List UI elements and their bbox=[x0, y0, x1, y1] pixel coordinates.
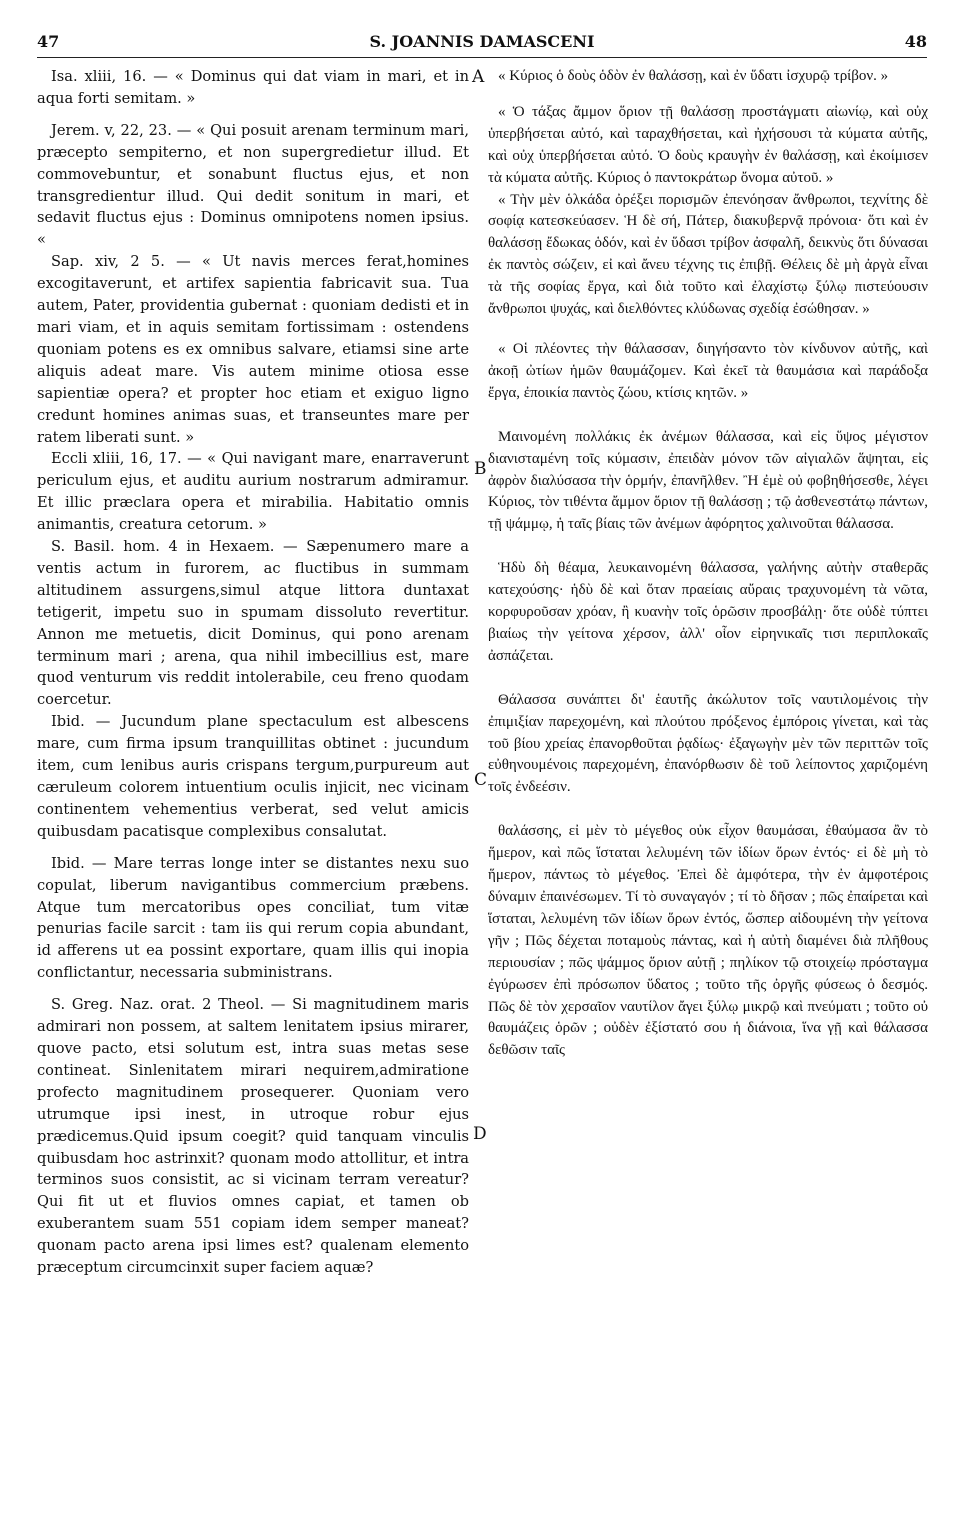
running-title: S. JOANNIS DAMASCENI bbox=[369, 32, 595, 51]
latin-paragraph-wisdom: Sap. xiv, 2 5. — « Ut navis merces ferat,homines excogitaverunt, et artifex sapientia fabricavit sua. Tua autem, Pater, providentia gubernat : quoniam dedisti et in mari viam, et in aquis semitam fortissimam : ostendens quoniam potens es ex omnibus salvare, etiamsi sine arte aliquis adeat mare. Vis autem minime otiosa esse sapientiæ opera? et propter hoc etiam et exiguo ligno credunt homines animas suas, et transeuntes mare per ratem liberati sunt. » bbox=[37, 253, 469, 446]
latin-column bbox=[37, 66, 469, 1279]
page-header bbox=[37, 32, 927, 54]
latin-paragraph-ecclesiasticus: Eccli xliii, 16, 17. — « Qui navigant mare, enarraverunt periculum ejus, et auditu aurium nostrarum admiramur. Et illic præclara opera et mirabilia. Habitatio omnis animantis, creatura cetorum. » bbox=[37, 450, 469, 534]
header-rule bbox=[37, 57, 927, 58]
greek-paragraph-basil-1: Μαινομένη πολλάκις ἐκ ἀνέμων θάλασσα, καὶ εἰς ὕψος μέγιστον διανισταμένη τοῖς κύμασιν, ἐπειδὰν μόνον τῶν αἰγιαλῶν ἅψηται, εἰς ἀφρὸν διαλύσασα τὴν ὁρμήν, ἐπανῆλθεν. Ἢ ἐμὲ οὐ φοβηθήσεσθε, λέγει Κύριος, τὸν τιθέντα ἄμμον ὅριον τῇ θαλάσσῃ ; τῷ ἀσθενεστάτῳ πάντων, τῇ ψάμμῳ, ἡ ταῖς βίαις τῶν ἀνέμων ἀφόρητος χαλινοῦται θάλασσα. bbox=[488, 428, 928, 533]
section-marker-d: D bbox=[473, 1124, 487, 1144]
greek-paragraph-gregory: θαλάσσης, εἰ μὲν τὸ μέγεθος οὐκ εἶχον θαυμάσαι, ἐθαύμασα ἂν τὸ ἥμερον, καὶ πῶς ἵσταται λελυμένη τῶν ἰδίων ὅρων ἐντός· εἰ δὲ μὴ τὸ ἥμερον, πάντως τὸ μέγεθος. Ἐπεὶ δὲ ἀμφότερα, τὴν ἐν ἀμφοτέροις δύναμιν ἐπαινέσωμεν. Τί τὸ συναγαγόν ; τί τὸ δῆσαν ; πῶς ἐπαίρεται καὶ ἵσταται, λελυμένη τῶν ἰδίων ὅρων ἐντός, ὥσπερ αἰδουμένη τὴν γείτονα γῆν ; Πῶς δέχεται ποταμοὺς πάντας, καὶ ἡ αὐτὴ διαμένει διὰ πλῆθους περιουσίαν ; πῶς ψάμμος ὅριον αὐτῇ ; πηλίκον τῷ στοιχείῳ πρόσταγμα ἐγύρωσεν ἐπὶ πρόσωπον ὕδατος ; τοῦτο τῆς ὀργῆς φύσεως ὁ δεσμός. Πῶς δὲ τὸν χερσαῖον ναυτίλον ἄγει ξύλῳ μικρῷ καὶ πνεύματι ; τοῦτο οὐ θαυμάζεις ὁρῶν ; οὐδὲν ἐξίστατό σου ἡ διάνοια, ἵνα γῇ καὶ θάλασσα δεθῶσιν ταῖς bbox=[488, 823, 928, 1059]
page-number-right: 48 bbox=[904, 32, 927, 51]
greek-paragraph-isaiah: « Κύριος ὁ δοὺς ὁδὸν ἐν θαλάσσῃ, καὶ ἐν ὕδατι ἰσχυρῷ τρίβον. » bbox=[498, 68, 889, 84]
latin-paragraph-basil-1: S. Basil. hom. 4 in Hexaem. — Sæpenumero mare a ventis actum in furorem, ac fluctibus in summam altitudinem assurgens,simul atque littora duntaxat tetigerit, impetu suo in spumam dissoluto revertitur. Annon me metuetis, dicit Dominus, qui pono arenam terminum mari ; arena, qua nihil imbecillius est, mare quod venturum vis reddit intolerabile, ceu freno quodam coercetur. bbox=[37, 538, 469, 709]
latin-paragraph-basil-3: Ibid. — Mare terras longe inter se distantes nexu suo copulat, liberum navigantibus commercium præbens. Atque tum mercatoribus opes conciliat, tum vitæ penurias facile sarcit : tam iis qui rerum copia abundant, id afferens ut ea possint exportare, quam illis qui inopia conflictantur, necessaria subministrans. bbox=[37, 854, 469, 982]
latin-paragraph-basil-2: Ibid. — Jucundum plane spectaculum est albescens mare, cum firma ipsum tranquillitas obtinet : jucundum item, cum lenibus auris crispans tergum,purpureum aut cæruleum colorem intuentium oculis injicit, nec vicinam continentem vehementius verberat, sed velut amicis quibusdam pacatisque complexibus consalutat. bbox=[37, 713, 469, 840]
section-marker-a: A bbox=[472, 67, 485, 87]
section-marker-b: B bbox=[474, 459, 487, 479]
greek-paragraph-jeremiah: « Ὁ τάξας ἄμμον ὅριον τῇ θαλάσσῃ προστάγματι αἰωνίῳ, καὶ οὐχ ὑπερβήσεται αὐτό, καὶ ταραχθήσεται, καὶ ἠχήσουσι τὰ κύματα αὐτῆς, καὶ οὐχ ὑπερβήσεται αὐτό. Ὁ δοὺς κραυγὴν ἐν θαλάσσῃ, καὶ ἐκοίμισεν τὰ κύματα αὐτῆς. Κύριος ὁ παντοκράτωρ ὄνομα αὐτοῦ. » bbox=[488, 103, 928, 186]
section-marker-c: C bbox=[474, 770, 488, 790]
greek-paragraph-basil-3: Θάλασσα συνάπτει δι' ἑαυτῆς ἀκώλυτον τοῖς ναυτιλομένοις τὴν ἐπιμιξίαν παρεχομένη, καὶ πλούτου πρόξενος ἐμπόροις γίνεται, καὶ τὰς τοῦ βίου χρείας ἐπανορθοῦται ῥᾳδίως· ἐξαγωγὴν μὲν τῶν περιττῶν τοῖς εὐθηνουμένοις παρεχομένη, ἐπανόρθωσιν δὲ τοῦ λείποντος χαριζομένη τοῖς ἐνδεέσιν. bbox=[488, 691, 928, 796]
latin-paragraph-isaiah: Isa. xliii, 16. — « Dominus qui dat viam in mari, et in aqua forti semitam. » bbox=[37, 68, 469, 107]
page-number-left: 47 bbox=[37, 32, 60, 51]
greek-paragraph-basil-2: Ἡδὺ δὴ θέαμα, λευκαινομένη θάλασσα, γαλήνης αὐτὴν σταθερᾶς κατεχούσης· ἡδὺ δὲ καὶ ὅταν πραείαις αὔραις τραχυνομένη τὰ νῶτα, κορφυροῦσαν χρόαν, ἢ κυανὴν τοῖς ὁρῶσιν προσβάλῃ· ὅτε οὐδὲ τύπτει βιαίως τὴν γείτονα χέρσον, ἀλλ' οἷον εἰρηνικαῖς τισι περιπλοκαῖς ἀσπάζεται. bbox=[488, 560, 928, 664]
greek-column bbox=[488, 66, 928, 1062]
greek-paragraph-wisdom: « Τὴν μὲν ὁλκάδα ὀρέξει πορισμῶν ἐπενόησαν ἄνθρωποι, τεχνίτης δὲ σοφίᾳ κατεσκεύασεν. Ἡ δὲ σή, Πάτερ, διακυβερνᾷ πρόνοια· ὅτι καὶ ἐν θαλάσσῃ ἔδωκας ὁδόν, καὶ ἐν ὕδασι τρίβον ἀσφαλῆ, δεικνὺς ὅτι δύνασαι ἐκ παντὸς σώζειν, εἰ καὶ ἄνευ τέχνης τις ἐπιβῇ. Θέλεις δὲ μὴ ἀργὰ εἶναι τὰ τῆς σοφίας ἔργα, καὶ διὰ τοῦτο καὶ ἐλαχίστῳ ξύλῳ πιστεύουσιν ἄνθρωποι ψυχάς, καὶ διελθόντες κλύδωνας σχεδίᾳ ἐσώθησαν. » bbox=[488, 191, 928, 318]
latin-paragraph-gregory: S. Greg. Naz. orat. 2 Theol. — Si magnitudinem maris admirari non possem, at saltem lenitatem ipsius mirarer, quove pacto, etsi solutum est, intra suas metas sese contineat. Sinlenitatem mirari nequirem,admiratione profecto magnitudinem prosequerer. Quoniam vero utrumque ipsi inest, in utroque robur ejus prædicemus.Quid ipsum coegit? quid tanquam vinculis quibusdam hoc astrinxit? quonam modo attollitur, et intra terminos suos consistit, ac si vicinam terram vereatur? Qui fit ut et fluvios omnes capiat, et tamen ob exuberantem suam 551 copiam idem semper maneat? quonam pacto arena ipsi limes est? qualenam elemento præceptum circumcinxit super faciem aquæ? bbox=[37, 996, 469, 1277]
latin-paragraph-jeremiah: Jerem. v, 22, 23. — « Qui posuit arenam terminum mari, præcepto sempiterno, et non supergredietur illud. Et commovebuntur, et sonabunt fluctus ejus, et non transgredientur illud. Qui dedit sonitum in mari, et sedavit fluctus ejus : Dominus omnipotens nomen ipsius. « bbox=[37, 121, 469, 249]
greek-paragraph-ecclesiasticus: « Οἱ πλέοντες τὴν θάλασσαν, διηγήσαντο τὸν κίνδυνον αὐτῆς, καὶ ἀκοῇ ὠτίων ἡμῶν θαυμάζομεν. Καὶ ἐκεῖ τὰ θαυμάσια καὶ παράδοξα ἔργα, ἐποικία παντὸς ζώου, κτίσις κητῶν. » bbox=[488, 340, 928, 401]
